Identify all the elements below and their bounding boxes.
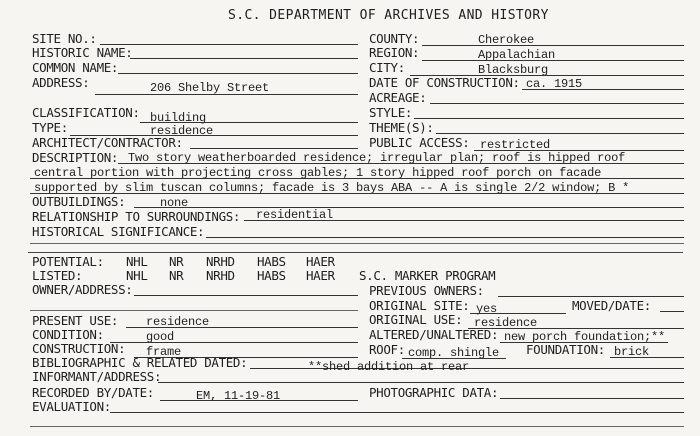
site-no-label: SITE NO.:	[32, 31, 97, 46]
roof-value: comp. shingle	[408, 346, 500, 360]
address-label: ADDRESS:	[32, 75, 90, 90]
description-rule-2	[30, 178, 684, 179]
potential-nr: NR	[169, 254, 184, 269]
marker-program-label: S.C. MARKER PROGRAM	[359, 268, 496, 283]
photographic-data-label: PHOTOGRAPHIC DATA:	[369, 385, 499, 400]
county-value: Cherokee	[478, 33, 535, 47]
county-line	[422, 45, 684, 46]
potential-haer: HAER	[306, 254, 335, 269]
county-label: COUNTY:	[369, 31, 420, 46]
potential-habs: HABS	[257, 254, 286, 269]
style-line	[414, 118, 684, 119]
owner-address-line	[134, 295, 358, 296]
foundation-label: FOUNDATION:	[526, 342, 605, 357]
address-value: 206 Shelby Street	[150, 81, 270, 95]
site-no-line	[100, 44, 358, 45]
common-name-label: COMMON NAME:	[32, 60, 119, 75]
card-title: S.C. DEPARTMENT OF ARCHIVES AND HISTORY	[228, 8, 549, 23]
type-value: residence	[150, 124, 214, 138]
previous-owners-line	[498, 296, 684, 297]
foundation-value: brick	[614, 345, 650, 359]
relationship-label: RELATIONSHIP TO SURROUNDINGS:	[32, 209, 241, 224]
region-line	[422, 60, 684, 61]
themes-label: THEME(S):	[369, 120, 434, 135]
original-use-line	[468, 328, 684, 329]
date-of-construction-line	[522, 89, 684, 90]
altered-value: new porch foundation;**	[504, 330, 666, 344]
evaluation-label: EVALUATION:	[32, 399, 111, 414]
owner-address-label: OWNER/ADDRESS:	[32, 282, 133, 297]
blank-rule	[30, 243, 684, 244]
architect-label: ARCHITECT/CONTRACTOR:	[32, 135, 183, 150]
description-rule-3	[30, 193, 684, 194]
listed-habs: HABS	[257, 268, 286, 283]
condition-label: CONDITION:	[32, 327, 104, 342]
style-label: STYLE:	[369, 105, 413, 120]
original-site-value: yes	[476, 302, 498, 316]
city-value: Blacksburg	[478, 63, 549, 77]
classification-label: CLASSIFICATION:	[32, 105, 140, 120]
relationship-value: residential	[256, 208, 334, 222]
description-rule-1	[118, 163, 684, 164]
present-use-label: PRESENT USE:	[32, 313, 119, 328]
altered-label: ALTERED/UNALTERED:	[369, 327, 499, 342]
condition-line	[110, 342, 358, 343]
date-of-construction-value: ca. 1915	[526, 77, 583, 91]
city-label: CITY:	[369, 60, 405, 75]
classification-line	[140, 122, 358, 123]
historical-significance-line	[206, 237, 684, 238]
evaluation-line	[110, 412, 684, 413]
evaluation-line-2	[30, 426, 684, 427]
construction-value: frame	[146, 345, 182, 359]
listed-label: LISTED:	[32, 268, 83, 283]
original-site-label: ORIGINAL SITE:	[369, 298, 470, 313]
themes-line	[436, 133, 684, 134]
moved-date-line	[660, 311, 684, 312]
original-site-line	[470, 313, 566, 314]
roof-label: ROOF:	[369, 342, 405, 357]
moved-date-label: MOVED/DATE:	[572, 298, 651, 313]
public-access-label: PUBLIC ACCESS:	[369, 135, 470, 150]
outbuildings-value: none	[160, 196, 189, 210]
recorded-by-value: EM, 11-19-81	[196, 389, 281, 403]
historical-significance-label: HISTORICAL SIGNIFICANCE:	[32, 224, 205, 239]
photographic-data-line	[500, 398, 684, 399]
original-use-value: residence	[474, 316, 538, 330]
potential-nhl: NHL	[126, 254, 148, 269]
recorded-by-line	[160, 400, 358, 401]
description-line-1: Two story weatherboarded residence; irregular plan; roof is hipped roof	[128, 151, 626, 165]
listed-nr: NR	[169, 268, 184, 283]
listed-nrhd: NRHD	[206, 268, 235, 283]
address-line	[95, 94, 358, 95]
section-divider	[28, 252, 683, 253]
description-line-2: central portion with projecting cross gables; 1 story hipped roof porch on facade	[34, 166, 602, 180]
type-label: TYPE:	[32, 120, 68, 135]
bibliographic-value: **shed addition at rear	[308, 360, 470, 374]
public-access-value: restricted	[480, 138, 551, 152]
listed-haer: HAER	[306, 268, 335, 283]
description-label: DESCRIPTION:	[32, 150, 119, 165]
potential-nrhd: NRHD	[206, 254, 235, 269]
historic-name-label: HISTORIC NAME:	[32, 45, 133, 60]
architect-line	[190, 148, 358, 149]
original-use-label: ORIGINAL USE:	[369, 312, 463, 327]
present-use-value: residence	[146, 315, 210, 329]
present-use-line	[126, 327, 358, 328]
relationship-line	[244, 220, 684, 221]
date-of-construction-label: DATE OF CONSTRUCTION:	[369, 75, 520, 90]
outbuildings-line	[134, 207, 684, 208]
bibliographic-label: BIBLIOGRAPHIC & RELATED DATED:	[32, 355, 248, 370]
region-label: REGION:	[369, 45, 420, 60]
informant-line	[158, 382, 684, 383]
common-name-line	[118, 73, 358, 74]
acreage-line	[430, 103, 684, 104]
recorded-by-label: RECORDED BY/DATE:	[32, 385, 154, 400]
owner-address-line-2	[30, 310, 358, 311]
foundation-line	[610, 357, 684, 358]
historic-name-line	[130, 58, 358, 59]
classification-value: building	[150, 111, 207, 125]
region-value: Appalachian	[478, 48, 556, 62]
condition-value: good	[146, 330, 175, 344]
listed-nhl: NHL	[126, 268, 148, 283]
informant-label: INFORMANT/ADDRESS:	[32, 369, 162, 384]
previous-owners-label: PREVIOUS OWNERS:	[369, 283, 484, 298]
description-line-3: supported by slim tuscan columns; facade is 3 bays ABA -- A is single 2/2 window; B *	[34, 181, 630, 195]
construction-label: CONSTRUCTION:	[32, 341, 126, 356]
acreage-label: ACREAGE:	[369, 90, 427, 105]
roof-line	[402, 358, 506, 359]
potential-label: POTENTIAL:	[32, 254, 104, 269]
outbuildings-label: OUTBUILDINGS:	[32, 194, 126, 209]
